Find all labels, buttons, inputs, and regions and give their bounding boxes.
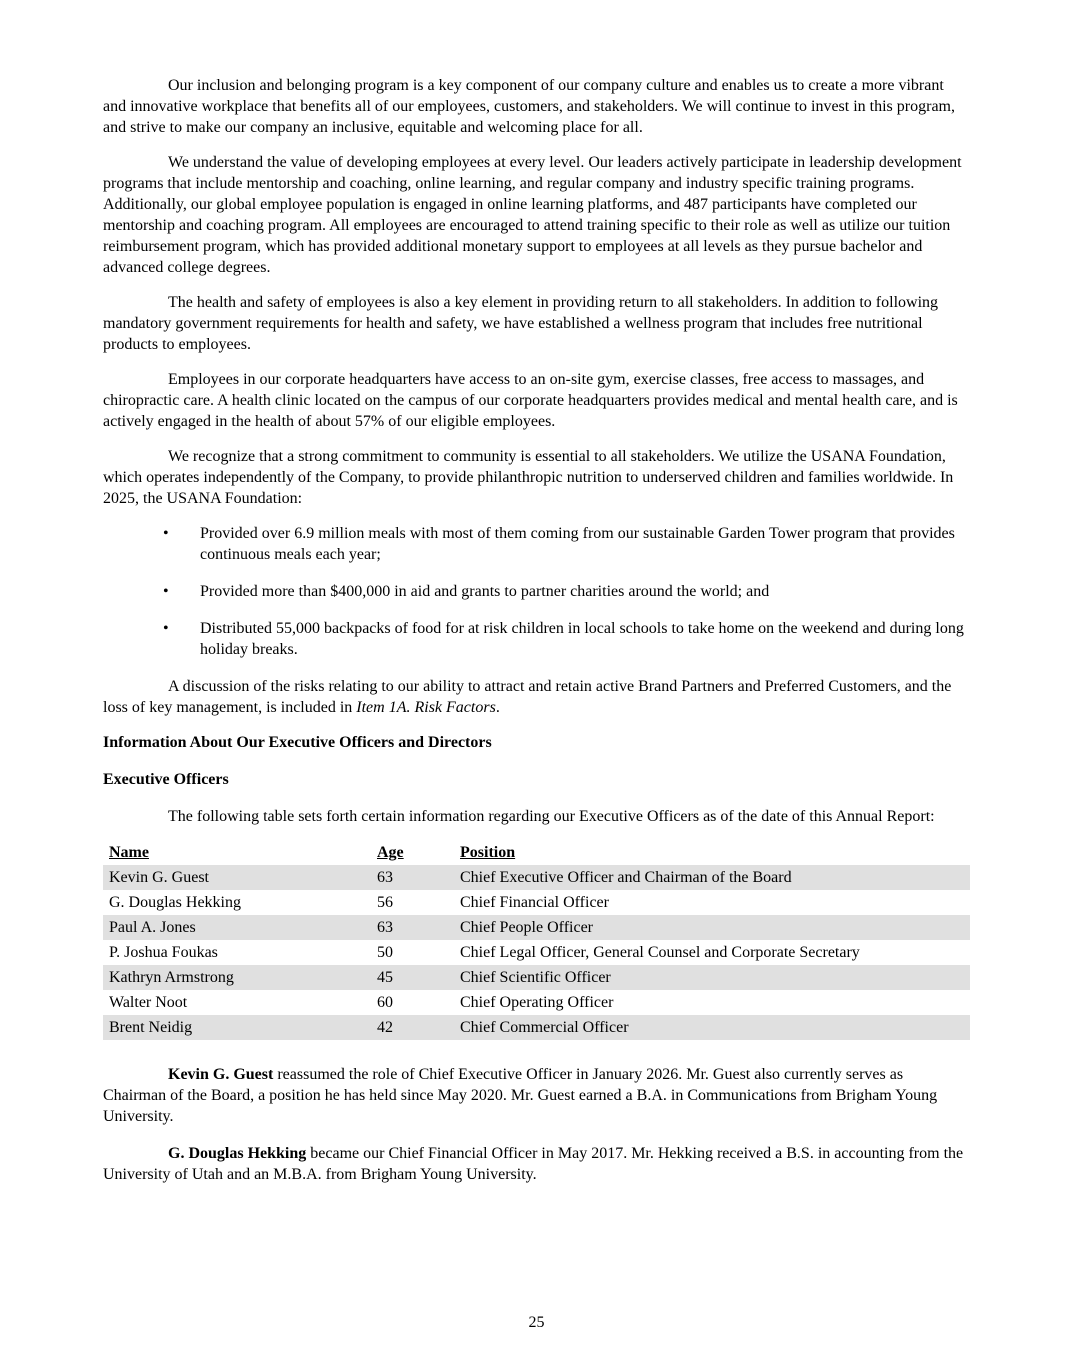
table-row bbox=[103, 890, 970, 915]
paragraph-table-intro: The following table sets forth certain information regarding our Executive Officers as of the date of this Annual Report: bbox=[168, 808, 935, 825]
column-header-name: Name bbox=[109, 844, 149, 861]
officer-name: Paul A. Jones bbox=[109, 919, 196, 936]
officer-position: Chief Legal Officer, General Counsel and Corporate Secretary bbox=[460, 944, 860, 961]
paragraph-inclusion-belonging: Our inclusion and belonging program is a key component of our company culture and enables us to create a more vibrant and innovative workplace that benefits all of our employees, customers, and stakeholders. We will continue to invest in this program, and strive to make our company an inclusive, equitable and welcoming place for all. bbox=[103, 77, 955, 136]
table-row bbox=[103, 940, 970, 965]
bullet-icon: • bbox=[163, 525, 169, 542]
officer-name: Brent Neidig bbox=[109, 1019, 193, 1036]
paragraph-employee-development: We understand the value of developing employees at every level. Our leaders actively participate in leadership development programs that include mentorship and coaching, online learning, and regular company and industry specific training programs. Additionally, our global employee population is engaged in online learning platforms, and 487 participants have completed our mentorship and coaching program. All employees are encouraged to attend training specific to their role as well as utilize our tuition reimbursement program, which has provided additional monetary support to employees at all levels as they pursue bachelor and advanced college degrees. bbox=[103, 154, 962, 276]
paragraph-risk-discussion bbox=[103, 676, 970, 718]
foundation-bullet-list bbox=[103, 523, 970, 660]
officer-name: G. Douglas Hekking bbox=[109, 894, 241, 911]
officer-age: 50 bbox=[377, 944, 393, 961]
section-heading-officers-directors: Information About Our Executive Officers and Directors bbox=[103, 734, 492, 751]
officer-position: Chief People Officer bbox=[460, 919, 593, 936]
bio-kevin-guest bbox=[103, 1064, 970, 1127]
column-header-age: Age bbox=[377, 844, 404, 861]
bullet-text-meals: Provided over 6.9 million meals with most of them coming from our sustainable Garden Tower program that provides continuous meals each year; bbox=[200, 525, 955, 563]
officer-name: P. Joshua Foukas bbox=[109, 944, 218, 961]
table-header-row bbox=[103, 841, 970, 865]
officer-name: Walter Noot bbox=[109, 994, 188, 1011]
table-row bbox=[103, 915, 970, 940]
officer-position: Chief Executive Officer and Chairman of the Board bbox=[460, 869, 792, 886]
list-item bbox=[103, 523, 970, 565]
officer-position: Chief Commercial Officer bbox=[460, 1019, 629, 1036]
risk-text-period: . bbox=[495, 699, 500, 716]
list-item bbox=[103, 618, 970, 660]
subsection-heading-executive-officers: Executive Officers bbox=[103, 771, 229, 788]
risk-factors-reference: Item 1A. Risk Factors bbox=[356, 699, 496, 716]
document-content bbox=[103, 75, 970, 1201]
table-row bbox=[103, 990, 970, 1015]
bullet-icon: • bbox=[163, 620, 169, 637]
officer-name: Kevin G. Guest bbox=[109, 869, 209, 886]
paragraph-headquarters-amenities: Employees in our corporate headquarters have access to an on-site gym, exercise classes, free access to massages, and chiropractic care. A health clinic located on the campus of our corporate headquarters provides medical and mental health care, and is actively engaged in the health of about 57% of our eligible employees. bbox=[103, 371, 958, 430]
officer-age: 63 bbox=[377, 919, 393, 936]
executive-officers-table bbox=[103, 841, 970, 1040]
table-row bbox=[103, 1015, 970, 1040]
officer-age: 63 bbox=[377, 869, 393, 886]
paragraph-community-commitment: We recognize that a strong commitment to community is essential to all stakeholders. We utilize the USANA Foundation, which operates independently of the Company, to provide philanthropic nutrition to underserved children and families worldwide. In 2025, the USANA Foundation: bbox=[103, 448, 954, 507]
bio-text: became our Chief Financial Officer in May 2017. Mr. Hekking received a B.S. in accounting from the University of Utah and an M.B.A. from Brigham Young University. bbox=[103, 1145, 964, 1183]
list-item bbox=[103, 581, 970, 602]
bio-name-bold: Kevin G. Guest bbox=[168, 1066, 274, 1083]
officer-name: Kathryn Armstrong bbox=[109, 969, 234, 986]
officer-position: Chief Operating Officer bbox=[460, 994, 614, 1011]
bio-name-bold: G. Douglas Hekking bbox=[168, 1145, 307, 1162]
officer-age: 42 bbox=[377, 1019, 393, 1036]
paragraph-health-safety: The health and safety of employees is also a key element in providing return to all stakeholders. In addition to following mandatory government requirements for health and safety, we have established a wellness program that includes free nutritional products to employees. bbox=[103, 294, 939, 353]
officer-position: Chief Scientific Officer bbox=[460, 969, 611, 986]
risk-text: A discussion of the risks relating to our ability to attract and retain active Brand Partners and Preferred Customers, and the loss of key management, is included in bbox=[103, 678, 952, 716]
officer-position: Chief Financial Officer bbox=[460, 894, 609, 911]
bullet-text-backpacks: Distributed 55,000 backpacks of food for at risk children in local schools to take home on the weekend and during long holiday breaks. bbox=[200, 620, 964, 658]
bullet-icon: • bbox=[163, 583, 169, 600]
table-row bbox=[103, 965, 970, 990]
table-row bbox=[103, 865, 970, 890]
column-header-position: Position bbox=[460, 844, 516, 861]
bio-douglas-hekking bbox=[103, 1143, 970, 1185]
bio-text: reassumed the role of Chief Executive Officer in January 2026. Mr. Guest also currently serves as Chairman of the Board, a position he has held since May 2020. Mr. Guest earned a B.A. in Communications from Brigham Young University. bbox=[103, 1066, 938, 1125]
officer-age: 56 bbox=[377, 894, 393, 911]
bullet-text-aid-grants: Provided more than $400,000 in aid and grants to partner charities around the world; and bbox=[200, 583, 770, 600]
officer-age: 45 bbox=[377, 969, 393, 986]
officer-bios bbox=[103, 1064, 970, 1185]
officer-age: 60 bbox=[377, 994, 393, 1011]
page-number: 25 bbox=[528, 1314, 545, 1331]
